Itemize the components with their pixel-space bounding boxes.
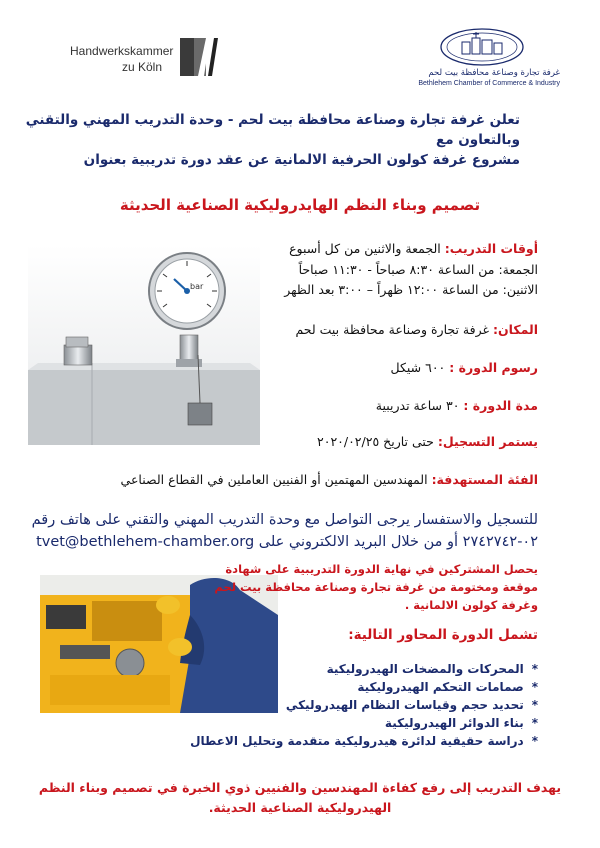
bullet-icon: * xyxy=(531,698,538,712)
bullet-icon: * xyxy=(531,734,538,748)
topic-text: المحركات والمضخات الهيدروليكية xyxy=(326,662,524,676)
duration-line xyxy=(376,398,538,413)
topic-text: صمامات التحكم الهيدروليكية xyxy=(357,680,524,694)
fees-label: رسوم الدورة : xyxy=(449,360,538,375)
audience-label: الفئة المستهدفة: xyxy=(431,472,538,487)
topic-text: تحديد حجم وقياسات النظام الهيدروليكي xyxy=(285,698,524,712)
topic-text: بناء الدوائر الهيدروليكية xyxy=(384,716,524,730)
intro-line-3: مشروع غرفة كولون الحرفية الالمانية عن عقد دورة تدريبية بعنوان xyxy=(83,152,520,168)
goal-line-1: يهدف التدريب إلى رفع كفاءة المهندسين والفنيين ذوي الخبرة في تصميم وبناء النظم xyxy=(38,780,562,795)
schedule-label: أوقات التدريب: xyxy=(444,241,538,256)
schedule-friday: الجمعة: من الساعة ٨:٣٠ صباحاً - ١١:٣٠ صباحاً xyxy=(298,262,538,277)
bullet-icon: * xyxy=(531,662,538,676)
handwerkskammer-logo xyxy=(70,38,220,88)
location-line xyxy=(295,322,538,337)
location-value: غرفة تجارة وصناعة محافظة بيت لحم xyxy=(295,322,490,337)
bethlehem-chamber-emblem-icon xyxy=(440,28,525,66)
bethlehem-chamber-english-name: Bethlehem Chamber of Commerce & Industry xyxy=(418,80,560,87)
topic-item xyxy=(190,716,538,734)
registration-label: يستمر التسجيل: xyxy=(437,434,538,449)
certificate-line-3: وغرفة كولون الالمانية . xyxy=(404,598,538,612)
audience-value: المهندسين المهتمين أو الفنيين العاملين في القطاع الصناعي xyxy=(120,472,428,487)
duration-value: ٣٠ ساعة تدريبية xyxy=(375,398,460,413)
goal-line-2: الهيدروليكية الصناعية الحديثة. xyxy=(208,800,392,815)
certificate-line-1: يحصل المشتركين في نهاية الدورة التدريبية على شهادة xyxy=(225,562,538,576)
duration-label: مدة الدورة : xyxy=(463,398,538,413)
schedule-line xyxy=(289,241,538,256)
hwk-city: zu Köln xyxy=(122,60,163,74)
topic-item xyxy=(190,662,538,680)
schedule-value: الجمعة والاثنين من كل أسبوع xyxy=(289,241,441,256)
bethlehem-chamber-arabic-name: غرفة تجارة وصناعة محافظة بيت لحم xyxy=(428,68,560,78)
pressure-gauge-illustration xyxy=(28,245,260,445)
bullet-icon: * xyxy=(531,716,538,730)
topics-list xyxy=(190,662,538,752)
registration-line xyxy=(317,434,538,449)
gauge-unit-label: bar xyxy=(190,282,204,291)
registration-value: حتى تاريخ ٢٠٢٠/٠٢/٢٥ xyxy=(317,434,434,449)
bullet-icon: * xyxy=(531,680,538,694)
fees-line xyxy=(391,360,538,375)
topic-item xyxy=(190,698,538,716)
hwk-name: Handwerkskammer xyxy=(70,44,174,58)
intro-line-1: تعلن غرفة تجارة وصناعة محافظة بيت لحم - وحدة التدريب المهني والتقني xyxy=(25,112,520,128)
topic-item xyxy=(190,734,538,752)
location-label: المكان: xyxy=(493,322,538,337)
contact-line-1: للتسجيل والاستفسار يرجى التواصل مع وحدة التدريب المهني والتقني على هاتف رقم xyxy=(31,512,538,528)
topic-text: دراسة حقيقية لدائرة هيدروليكية متقدمة وتحليل الاعطال xyxy=(190,734,524,748)
bethlehem-chamber-logo xyxy=(400,28,560,90)
hwk-mark-icon xyxy=(180,38,220,76)
topics-heading: تشمل الدورة المحاور التالية: xyxy=(348,627,538,643)
fees-value: ٦٠٠ شيكل xyxy=(390,360,446,375)
intro-line-2: وبالتعاون مع xyxy=(436,132,520,148)
topic-item xyxy=(190,680,538,698)
certificate-line-2: موقعة ومختومة من غرفة تجارة وصناعة محافظة بيت لحم xyxy=(214,580,538,594)
schedule-monday: الاثنين: من الساعة ١٢:٠٠ ظهراً – ٣:٠٠ بعد الظهر xyxy=(284,282,538,297)
course-title: تصميم وبناء النظم الهايدروليكية الصناعية الحديثة xyxy=(119,196,481,214)
contact-line-2: ٠٢-٢٧٤٢٧٤٢ أو من خلال البريد الالكتروني على tvet@bethlehem-chamber.org xyxy=(36,534,538,550)
audience-line xyxy=(121,472,538,487)
